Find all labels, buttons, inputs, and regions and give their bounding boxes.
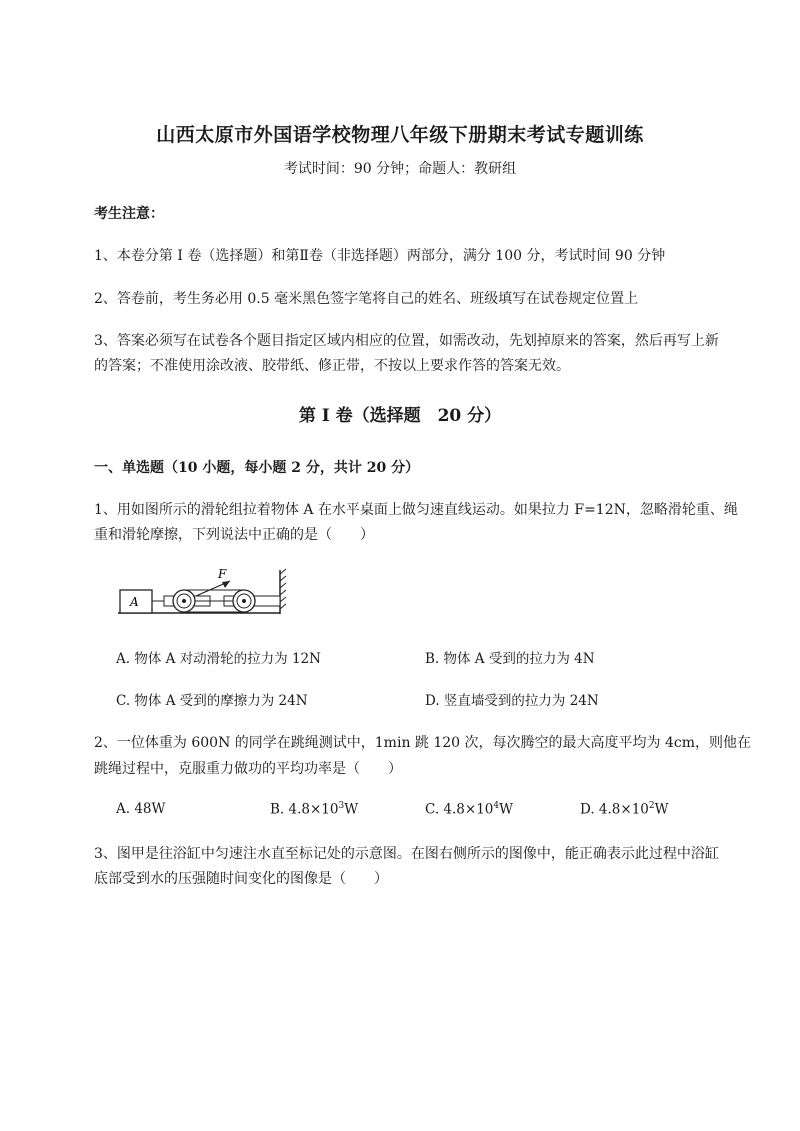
q2-option-c-base: C. 4.8×10: [425, 801, 494, 818]
notice-item-3: 3、答案必须写在试卷各个题目指定区域内相应的位置，如需改动，先划掉原来的答案，然后再写上新: [94, 333, 719, 349]
force-label: F: [218, 567, 227, 581]
pulley-diagram: [116, 566, 291, 618]
exam-info: 考试时间：90 分钟；命题人：教研组: [283, 161, 517, 177]
q2-option-d-base: D. 4.8×10: [580, 801, 649, 818]
question-3-line-2: 底部受到水的压强随时间变化的图像是（ ）: [94, 871, 388, 887]
notice-item-3-cont: 的答案；不准使用涂改液、胶带纸、修正带，不按以上要求作答的答案无效。: [94, 358, 570, 374]
notice-item-1: 1、本卷分第 I 卷（选择题）和第Ⅱ卷（非选择题）两部分，满分 100 分，考试时间 90 分钟: [94, 248, 666, 264]
q2-option-d[interactable]: [580, 801, 669, 818]
block-a-label: A: [130, 595, 139, 609]
notice-heading: 考生注意：: [94, 206, 164, 222]
q2-option-a[interactable]: A. 48W: [116, 801, 166, 817]
q2-option-b-unit: W: [344, 801, 359, 818]
question-2-line-2: 跳绳过程中，克服重力做功的平均功率是（ ）: [94, 761, 402, 777]
q2-option-b-exp: 3: [338, 801, 345, 811]
question-3-line-1: 3、图甲是往浴缸中匀速注水直至标记处的示意图。在图右侧所示的图像中，能正确表示此过程中浴缸: [94, 846, 719, 862]
notice-item-2: 2、答卷前，考生务必用 0.5 毫米黑色签字笔将自己的姓名、班级填写在试卷规定位置上: [94, 291, 639, 307]
q2-option-b[interactable]: [270, 801, 358, 818]
question-1-line-2: 重和滑轮摩擦，下列说法中正确的是（ ）: [94, 527, 374, 543]
q2-option-c-exp: 4: [493, 801, 500, 811]
wall-hatch: [280, 569, 286, 609]
q1-option-b[interactable]: B. 物体 A 受到的拉力为 4N: [425, 651, 595, 667]
q2-option-d-unit: W: [654, 801, 669, 818]
section-title: 第 I 卷（选择题 20 分）: [298, 406, 502, 426]
part-heading: 一、单选题（10 小题，每小题 2 分，共计 20 分）: [94, 460, 420, 476]
question-1-line-1: 1、用如图所示的滑轮组拉着物体 A 在水平桌面上做匀速直线运动。如果拉力 F=12N，忽略滑轮重、绳: [94, 502, 738, 518]
q2-option-c-unit: W: [499, 801, 514, 818]
q1-option-d[interactable]: D. 竖直墙受到的拉力为 24N: [425, 693, 599, 709]
question-2-line-1: 2、一位体重为 600N 的同学在跳绳测试中，1min 跳 120 次，每次腾空的最大高度平均为 4cm，则他在: [94, 735, 751, 751]
q1-option-a[interactable]: A. 物体 A 对动滑轮的拉力为 12N: [116, 651, 321, 667]
q2-option-d-exp: 2: [648, 801, 655, 811]
page-title: 山西太原市外国语学校物理八年级下册期末考试专题训练: [156, 124, 644, 146]
q2-option-b-base: B. 4.8×10: [270, 801, 339, 818]
q1-option-c[interactable]: C. 物体 A 受到的摩擦力为 24N: [116, 693, 308, 709]
q2-option-c[interactable]: [425, 801, 513, 818]
